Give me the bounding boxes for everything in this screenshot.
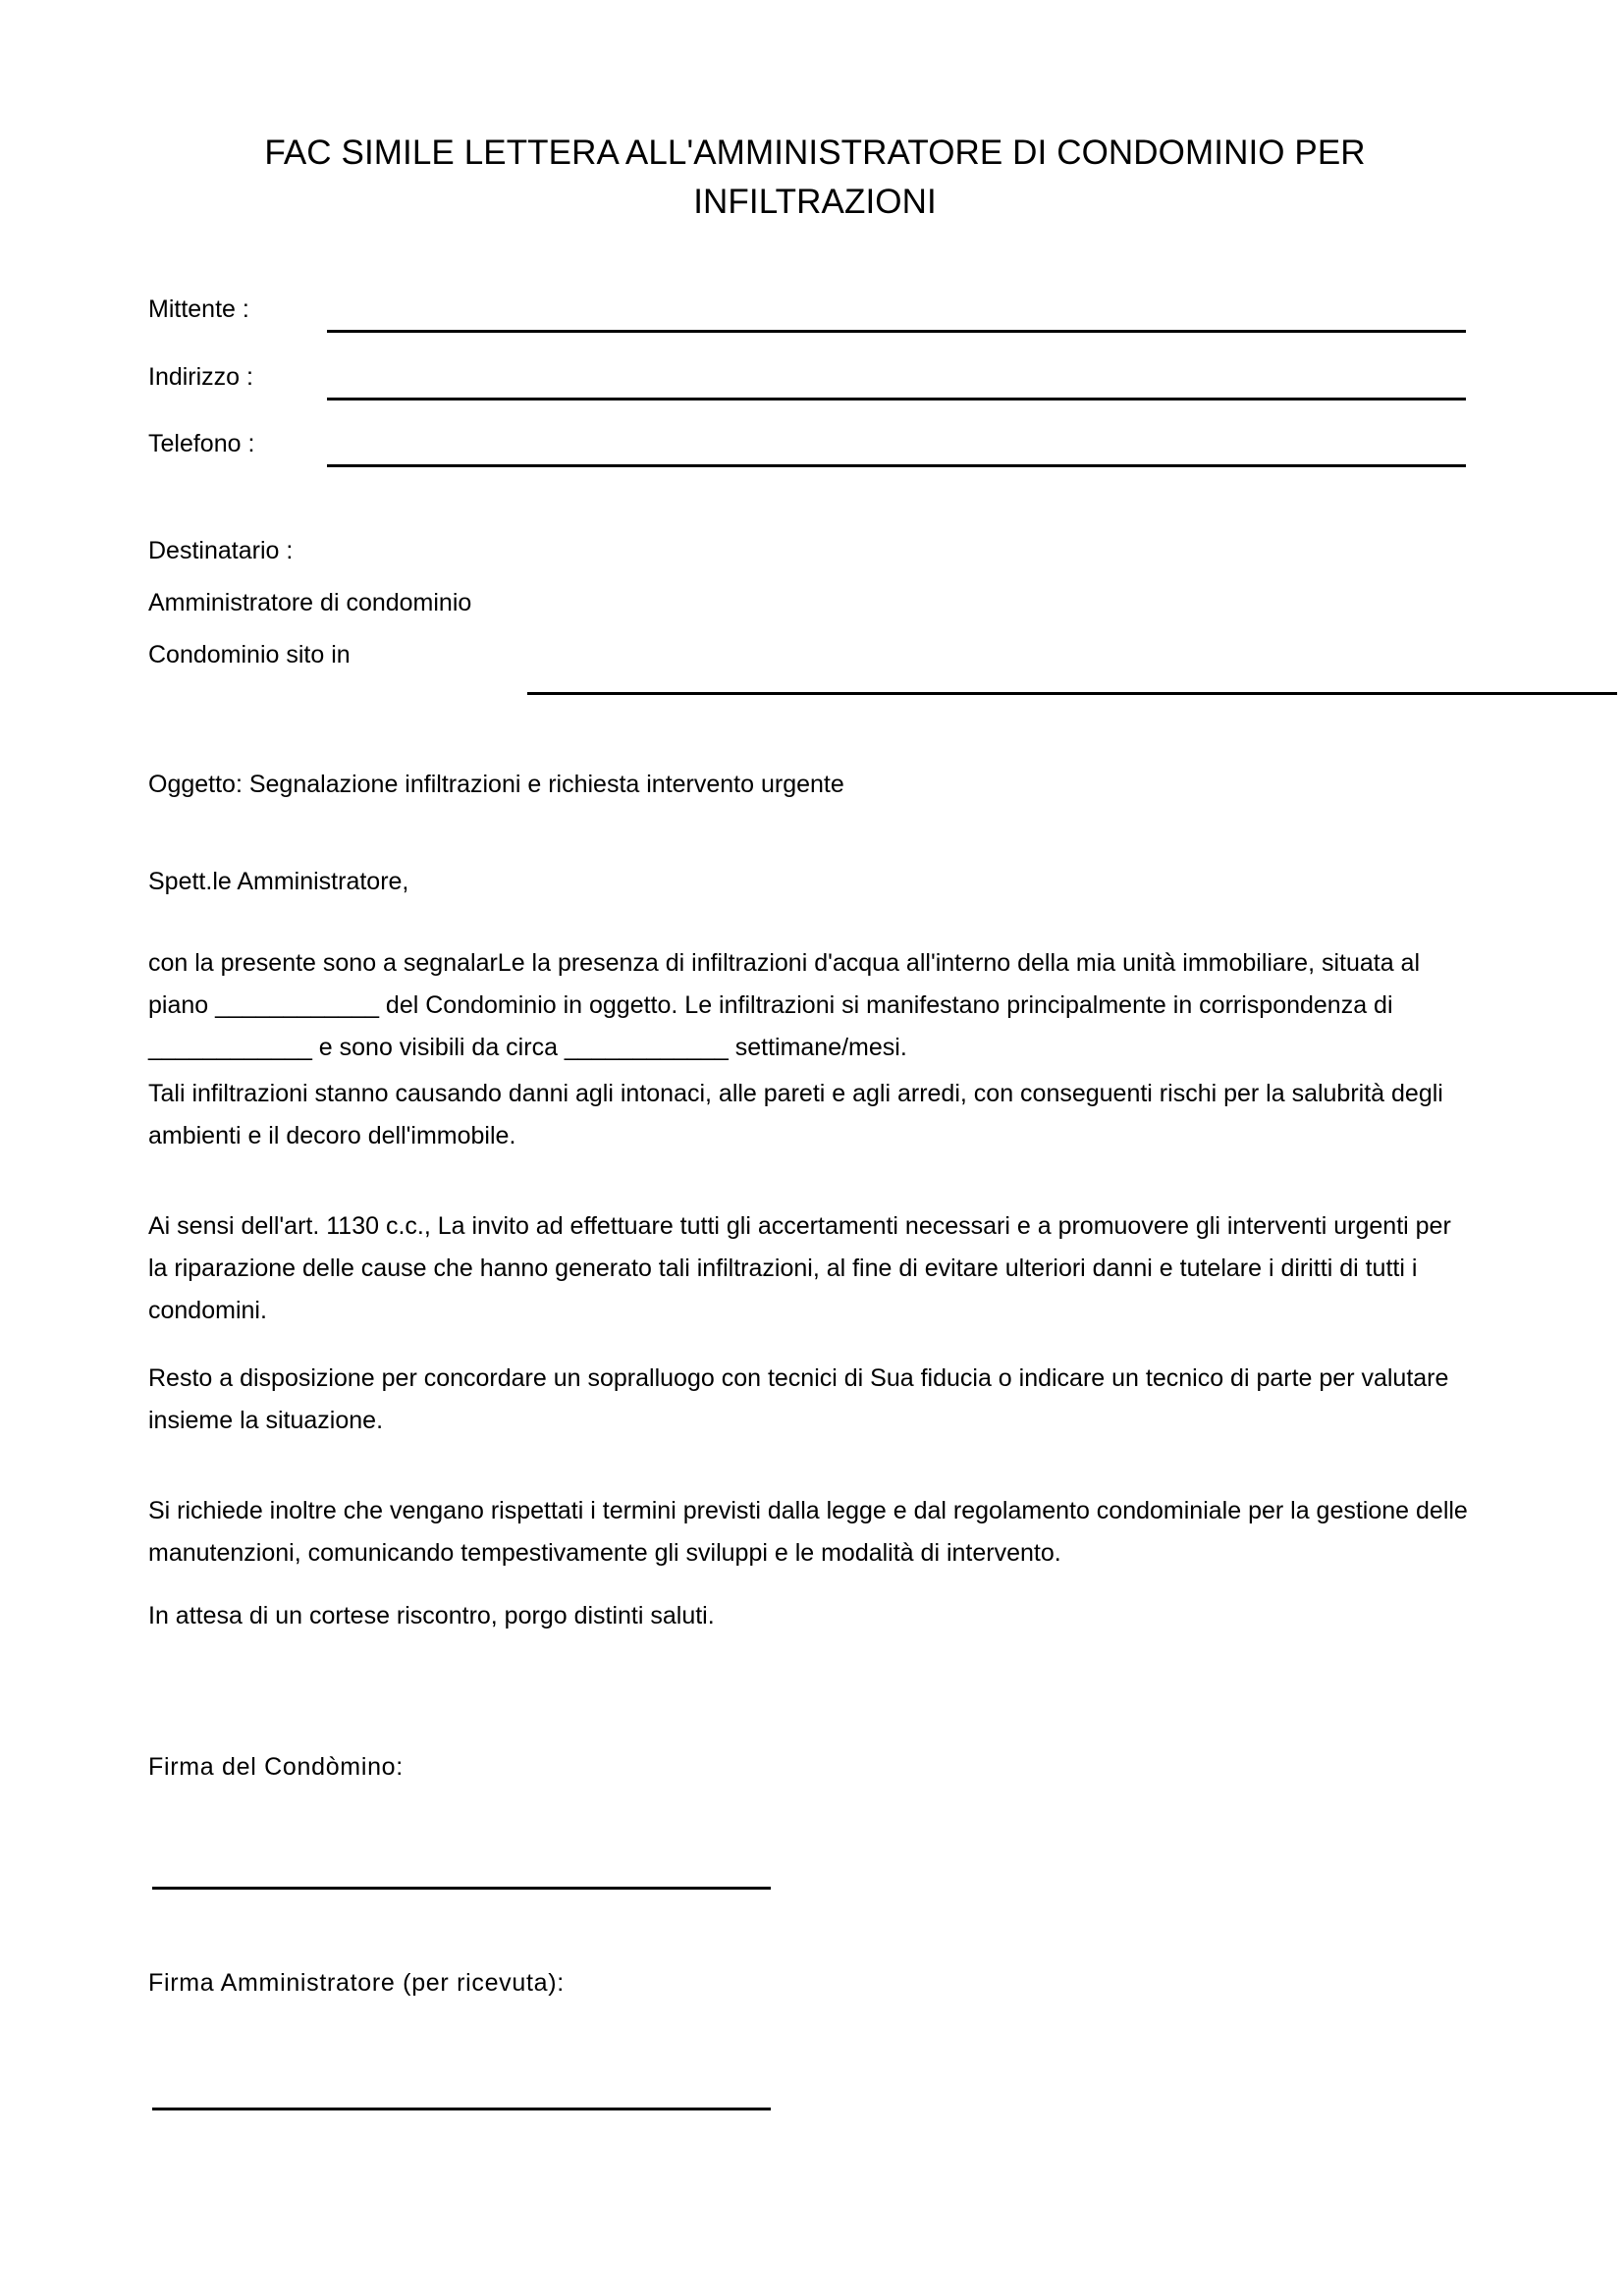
paragraph-danni: Tali infiltrazioni stanno causando danni agli intonaci, alle pareti e agli arredi, con conseguenti rischi per la salubrità degli ambienti e il decoro dell'immobile. bbox=[148, 1080, 1443, 1149]
paragraph-danni-container bbox=[148, 1073, 1474, 1157]
indirizzo-input-rule[interactable] bbox=[327, 398, 1466, 400]
subject-line: Oggetto: Segnalazione infiltrazioni e richiesta intervento urgente bbox=[148, 771, 844, 798]
paragraph-art1130: Ai sensi dell'art. 1130 c.c., La invito ad effettuare tutti gli accertamenti necessari e a promuovere gli interventi urgenti per la riparazione delle cause che hanno generato tali infiltrazioni, al fine di evitare ulteriori danni e tutelare i diritti di tutti i condomini. bbox=[148, 1212, 1451, 1324]
paragraph-chiusura: In attesa di un cortese riscontro, porgo distinti saluti. bbox=[148, 1602, 715, 1629]
intro-text-part-2: del Condominio in oggetto. Le infiltrazioni si manifestano principalmente in corrispondenza di bbox=[378, 991, 1393, 1019]
signature-label-condomino: Firma del Condòmino: bbox=[148, 1753, 404, 1781]
intro-text-part-1: con la presente sono a segnalarLe la presenza di infiltrazioni d'acqua all'interno della mia unità immobiliare, situata al piano bbox=[148, 949, 1421, 1019]
blank-durata[interactable]: ____________ bbox=[564, 1034, 729, 1061]
field-row-mittente bbox=[148, 293, 1474, 340]
paragraph-intro-container bbox=[148, 942, 1474, 1069]
telefono-label: Telefono : bbox=[148, 430, 255, 457]
paragraph-termini-container bbox=[148, 1490, 1474, 1575]
indirizzo-label: Indirizzo : bbox=[148, 363, 253, 391]
salutation: Spett.le Amministratore, bbox=[148, 868, 409, 895]
mittente-label: Mittente : bbox=[148, 295, 249, 323]
field-row-telefono bbox=[148, 427, 1474, 474]
signature-label-amministratore: Firma Amministratore (per ricevuta): bbox=[148, 1969, 565, 1997]
salutation-container bbox=[148, 861, 1474, 903]
intro-text-part-3: e sono visibili da circa bbox=[311, 1034, 565, 1061]
paragraph-intro bbox=[148, 942, 1474, 1069]
signature-rule-condomino[interactable] bbox=[152, 1887, 771, 1890]
blank-piano[interactable]: ____________ bbox=[215, 991, 379, 1019]
paragraph-chiusura-container bbox=[148, 1595, 1474, 1637]
page-title: FAC SIMILE LETTERA ALL'AMMINISTRATORE DI CONDOMINIO PER INFILTRAZIONI bbox=[264, 133, 1366, 222]
paragraph-art1130-container bbox=[148, 1205, 1474, 1332]
recipient-line-condominio-sito-in: Condominio sito in bbox=[148, 641, 351, 668]
recipient-address-input-rule[interactable] bbox=[527, 692, 1617, 695]
telefono-input-rule[interactable] bbox=[327, 464, 1466, 467]
blank-corrispondenza[interactable]: ____________ bbox=[148, 1034, 312, 1061]
paragraph-termini: Si richiede inoltre che vengano rispettati i termini previsti dalla legge e dal regolamento condominiale per la gestione delle manutenzioni, comunicando tempestivamente gli sviluppi e le modalità di intervento. bbox=[148, 1497, 1468, 1567]
recipient-line-amministratore: Amministratore di condominio bbox=[148, 589, 472, 616]
recipient-line-destinatario: Destinatario : bbox=[148, 537, 294, 564]
paragraph-resto: Resto a disposizione per concordare un sopralluogo con tecnici di Sua fiducia o indicare un tecnico di parte per valutare insieme la situazione. bbox=[148, 1364, 1449, 1434]
field-row-indirizzo bbox=[148, 360, 1474, 407]
recipient-block bbox=[148, 535, 1474, 691]
signature-rule-amministratore[interactable] bbox=[152, 2108, 771, 2110]
mittente-input-rule[interactable] bbox=[327, 330, 1466, 333]
paragraph-resto-container bbox=[148, 1358, 1474, 1442]
subject-line-container bbox=[148, 764, 1474, 806]
intro-text-part-4: settimane/mesi. bbox=[728, 1034, 907, 1061]
